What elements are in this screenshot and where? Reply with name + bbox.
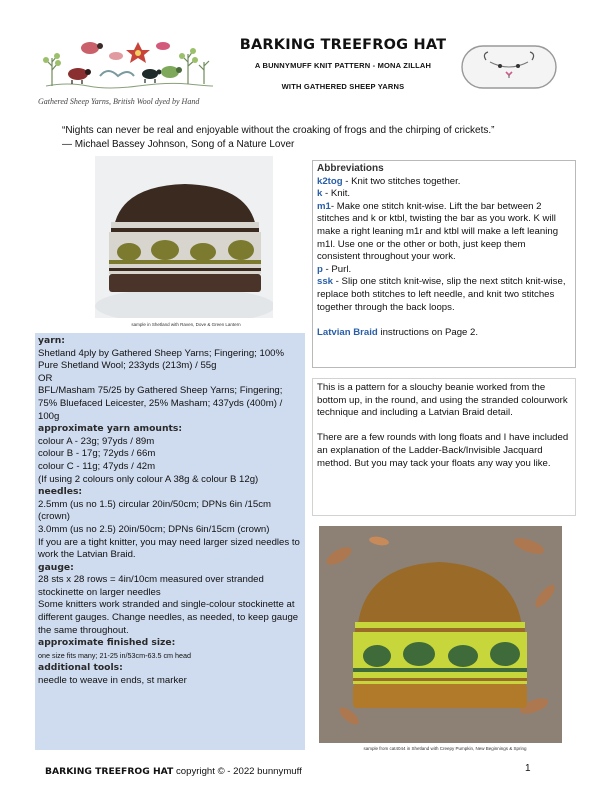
yarn-option-shetland: Shetland 4ply by Gathered Sheep Yarns; Fingering; 100% Pure Shetland Wool; 233yds (213m) / 55g bbox=[38, 347, 285, 372]
page-subtitle-yarn: WITH GATHERED SHEEP YARNS bbox=[281, 82, 405, 91]
abbr-text: - Knit. bbox=[322, 188, 351, 200]
two-colour-note: (If using 2 colours only colour A 38g & colour B 12g) bbox=[38, 473, 259, 485]
yarn-option-bfl: BFL/Masham 75/25 by Gathered Sheep Yarns; Fingering; 75% Bluefaced Leicester, 25% Masham; 437yds (400m) / 100g bbox=[38, 385, 283, 422]
abbr-item bbox=[317, 276, 571, 314]
tools-heading: additional tools: bbox=[38, 662, 123, 674]
epigraph-quote bbox=[62, 124, 582, 152]
abbreviations-heading: Abbreviations bbox=[317, 163, 384, 174]
description-para-1: This is a pattern for a slouchy beanie worked from the bottom up, in the round, and using the stranded colourwork technique and including a Latvian Braid detail. bbox=[317, 382, 568, 419]
needle-small: 2.5mm (us no 1.5) circular 20in/50cm; DPNs 6in /15cm (crown) bbox=[38, 498, 271, 523]
size-heading: approximate finished size: bbox=[38, 637, 176, 649]
abbreviations-box bbox=[312, 160, 576, 368]
hat-photo-shetland bbox=[95, 156, 273, 318]
abbr-item bbox=[317, 188, 571, 201]
materials-box bbox=[35, 333, 305, 750]
yarn-amounts-heading: approximate yarn amounts: bbox=[38, 423, 183, 435]
brand-caption: Gathered Sheep Yarns, British Wool dyed by Hand bbox=[38, 97, 200, 106]
page-footer bbox=[45, 766, 302, 777]
abbr-item bbox=[317, 201, 571, 264]
braid-text: instructions on Page 2. bbox=[377, 326, 479, 338]
bunny-face-logo-icon bbox=[460, 44, 558, 90]
needle-note: If you are a tight knitter, you may need larger sized needles to work the Latvian Braid. bbox=[38, 536, 300, 561]
braid-reference bbox=[317, 327, 571, 340]
needle-large: 3.0mm (us no 2.5) 20in/50cm; DPNs 6in/15cm (crown) bbox=[38, 523, 270, 535]
quote-text: “Nights can never be real and enjoyable without the croaking of frogs and the chirping of crickets.” bbox=[62, 125, 495, 136]
page-number: 1 bbox=[525, 763, 531, 774]
yarn-or: OR bbox=[38, 372, 53, 384]
photo2-caption: sample from cat4044 in Shetland with Creepy Pumpkin, New Beginnings & Spring bbox=[363, 746, 527, 751]
footer-title: BARKING TREEFROG HAT bbox=[45, 766, 174, 777]
abbr-item bbox=[317, 176, 571, 189]
abbr-key: k bbox=[317, 188, 323, 200]
needles-heading: needles: bbox=[38, 486, 83, 498]
abbr-text: - Purl. bbox=[322, 263, 352, 275]
abbr-key: k2tog bbox=[317, 175, 343, 187]
colour-c: colour C - 11g; 47yds / 42m bbox=[38, 460, 156, 472]
sheep-garden-illustration-icon bbox=[38, 36, 218, 92]
size-value: one size fits many; 21-25 in/53cm-63.5 cm head bbox=[38, 650, 192, 660]
gauge-heading: gauge: bbox=[38, 561, 74, 573]
yarn-heading: yarn: bbox=[38, 335, 65, 346]
pattern-description bbox=[312, 378, 576, 516]
photo1-caption: sample in Shetland with Raven, Dove & Green Lantern bbox=[131, 322, 241, 327]
abbr-key: p bbox=[317, 263, 323, 275]
abbr-text: - Slip one stitch knit-wise, slip the next stitch knit-wise, replace both stitches to left needle, and knit two stitches together through the back loops. bbox=[317, 276, 566, 313]
braid-key: Latvian Braid bbox=[317, 326, 378, 338]
abbr-item bbox=[317, 264, 571, 277]
hat-photo-pumpkin bbox=[319, 526, 562, 743]
colour-a: colour A - 23g; 97yds / 89m bbox=[38, 435, 155, 447]
abbr-text: - Knit two stitches together. bbox=[342, 175, 461, 187]
gauge-note: Some knitters work stranded and single-colour stockinette at different gauges. Change needles, as needed, to keep gauge the same throughout. bbox=[38, 599, 299, 636]
footer-copyright: copyright © - 2022 bunnymuff bbox=[173, 766, 302, 777]
page-title: BARKING TREEFROG HAT bbox=[239, 37, 447, 53]
colour-b: colour B - 17g; 72yds / 66m bbox=[38, 448, 156, 460]
tools-value: needle to weave in ends, st marker bbox=[38, 675, 187, 687]
page-subtitle: A BUNNYMUFF KNIT PATTERN - MONA ZILLAH bbox=[254, 61, 432, 70]
abbr-key: ssk bbox=[317, 276, 334, 288]
quote-attribution: — Michael Bassey Johnson, Song of a Nature Lover bbox=[62, 139, 295, 150]
abbr-key: m1 bbox=[317, 200, 331, 212]
gauge-measure: 28 sts x 28 rows = 4in/10cm measured over stranded stockinette on larger needles bbox=[38, 574, 264, 598]
description-para-2: There are a few rounds with long floats and I have included an explanation of the Ladder-Back/Invisible Jacquard method. But you may tack your floats any way you like. bbox=[317, 432, 569, 469]
abbr-text: - Make one stitch knit-wise. Lift the bar between 2 stitches and k or ktbl, twisting the bar as you work. K will make a right leaning m1r and ktbl will make a left leaning m1l. Use one or the other or both, just keep them consistent throughout your work. bbox=[317, 200, 559, 263]
